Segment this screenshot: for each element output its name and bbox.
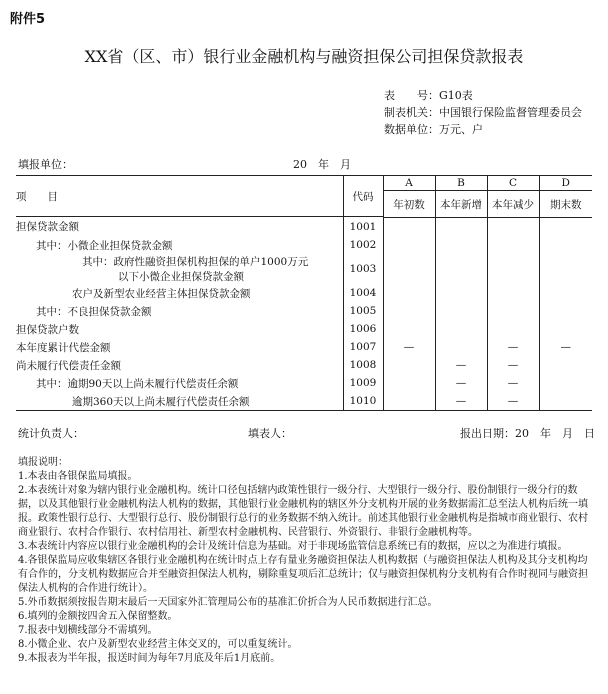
note-item: 5.外币数据须按报告期末最后一天国家外汇管理局公布的基准汇价折合为人民币数据进行汇总。 [18, 597, 438, 608]
col-letter-b: B [435, 176, 487, 191]
row-value-cell [435, 302, 487, 320]
note-item: 7.报表中划横线部分不需填列。 [18, 625, 158, 636]
row-value-cell [383, 392, 435, 411]
filling-period: 20 年 月 [293, 158, 351, 171]
row-value-cell: — [487, 392, 539, 411]
row-value-cell [539, 254, 592, 284]
table-row [16, 236, 592, 254]
row-value-cell [487, 236, 539, 254]
row-code: 1005 [343, 302, 383, 320]
data-unit: 数据单位：万元、户 [384, 123, 483, 136]
table-row [16, 338, 592, 356]
row-code: 1001 [343, 218, 383, 237]
row-code: 1003 [343, 254, 383, 284]
row-code: 1007 [343, 338, 383, 356]
row-value-cell [539, 284, 592, 302]
row-item-label: 其中：小微企业担保贷款金额 [36, 239, 173, 252]
row-value-cell [435, 236, 487, 254]
header-divider [16, 216, 383, 217]
row-value-cell [487, 284, 539, 302]
filler-label: 填表人： [248, 427, 292, 440]
row-value-cell [539, 218, 592, 237]
row-value-cell [539, 392, 592, 411]
row-value-cell [435, 254, 487, 284]
row-value-cell [539, 236, 592, 254]
item-header: 项 目 [16, 176, 343, 218]
note-item: 2.本表统计对象为辖内银行业金融机构。统计口径包括辖内政策性银行一级分行、大型银行一级分行、股份制银行一级分行的数据，以及其他银行业金融机构法人机构的数据，其他银行业金融机构的辖区外分支机构开展的业务数据需汇总至法人机构后统一填报。政策性银行总行、大型银行总行、股份制银行总行的业务数据不纳入统计。前述其他银行业金融机构是指城市商业银行、农村商业银行、农村合作银行、农村信用社、新型农村金融机构、民营银行、外资银行、非银行金融机构等。 [18, 485, 588, 538]
row-code: 1009 [343, 374, 383, 392]
code-header: 代码 [343, 176, 383, 218]
row-item-label: 担保贷款户数 [16, 323, 79, 336]
stat-head-label: 统计负责人： [18, 427, 84, 440]
table-row [16, 284, 592, 302]
row-value-cell [383, 320, 435, 338]
row-value-cell [383, 284, 435, 302]
row-value-cell [539, 320, 592, 338]
row-value-cell [539, 356, 592, 374]
row-value-cell: — [487, 374, 539, 392]
row-value-cell: — [487, 338, 539, 356]
row-value-cell: — [487, 356, 539, 374]
notes-heading: 填报说明： [18, 457, 68, 468]
row-value-cell [383, 236, 435, 254]
col-name-opening: 年初数 [383, 191, 435, 218]
row-value-cell [383, 374, 435, 392]
report-title: XX省（区、市）银行业金融机构与融资担保公司担保贷款报表 [84, 47, 524, 66]
row-code: 1010 [343, 392, 383, 411]
col-letter-a: A [383, 176, 435, 191]
report-date-label: 报出日期：20 年 月 日 [460, 427, 595, 440]
row-value-cell: — [435, 392, 487, 411]
col-letter-d: D [539, 176, 592, 191]
row-item-label: 其中：不良担保贷款金额 [36, 305, 152, 318]
row-item-label: 逾期360天以上尚未履行代偿责任余额 [16, 392, 343, 411]
row-value-cell [383, 302, 435, 320]
row-item-label: 尚未履行代偿责任金额 [16, 359, 121, 372]
col-letter-c: C [487, 176, 539, 191]
row-code: 1002 [343, 236, 383, 254]
row-value-cell [435, 320, 487, 338]
row-value-cell: — [383, 338, 435, 356]
row-value-cell [487, 218, 539, 237]
row-value-cell [435, 284, 487, 302]
row-value-cell: — [435, 356, 487, 374]
table-row [16, 218, 592, 237]
note-item: 1.本表由各银保监局填报。 [18, 471, 138, 482]
row-item-label: 担保贷款金额 [16, 221, 79, 234]
row-item-label: 本年度累计代偿金额 [16, 341, 111, 354]
col-name-new: 本年新增 [435, 191, 487, 218]
row-value-cell [487, 254, 539, 284]
table-row [16, 302, 592, 320]
row-value-cell: — [435, 374, 487, 392]
note-item: 6.填列的金额按四舍五入保留整数。 [18, 611, 178, 622]
row-item-label: 其中：逾期90天以上尚未履行代偿责任余额 [36, 377, 239, 390]
note-item: 4.各银保监局应收集辖区各银行业金融机构在统计时点上存有量业务融资担保法人机构数据（与融资担保法人机构及其分支机构均有合作的，分支机构数据应合并至融资担保法人机构，剔除重复项后汇总统计；仅与融资担保机构分支机构有合作时视同与融资担保法人机构的合作进行统计）。 [18, 555, 588, 594]
col-name-closing: 期末数 [539, 191, 592, 218]
table-row [16, 392, 592, 411]
row-value-cell: — [539, 338, 592, 356]
note-item: 3.本表统计内容应以银行业金融机构的会计及统计信息为基础。对于非现场监管信息系统已有的数据，应以之为准进行填报。 [18, 541, 568, 552]
row-code: 1008 [343, 356, 383, 374]
filling-unit-label: 填报单位： [18, 158, 73, 171]
row-value-cell [383, 254, 435, 284]
note-item: 9.本报表为半年报，报送时间为每年7月底及年后1月底前。 [18, 653, 281, 664]
row-value-cell [435, 218, 487, 237]
row-value-cell [435, 338, 487, 356]
row-code: 1004 [343, 284, 383, 302]
row-item-label: 其中：政府性融资担保机构担保的单户1000万元 以下小微企业担保贷款金额 [82, 256, 309, 283]
note-item: 8.小微企业、农户及新型农业经营主体交叉的，可以重复统计。 [18, 639, 298, 650]
table-row [16, 320, 592, 338]
table-row [16, 356, 592, 374]
row-value-cell [383, 218, 435, 237]
col-name-decrease: 本年减少 [487, 191, 539, 218]
row-value-cell [539, 374, 592, 392]
row-value-cell [487, 302, 539, 320]
form-number: 表 号：G10表 [384, 89, 473, 102]
row-value-cell [383, 356, 435, 374]
attachment-label: 附件5 [10, 12, 46, 27]
table-row [16, 374, 592, 392]
row-value-cell [539, 302, 592, 320]
report-table [16, 175, 592, 411]
row-item-label: 农户及新型农业经营主体担保贷款金额 [72, 287, 251, 300]
issuing-authority: 制表机关：中国银行保险监督管理委员会 [384, 106, 582, 119]
table-row [16, 254, 592, 284]
row-value-cell [487, 320, 539, 338]
filling-notes [18, 456, 594, 666]
row-code: 1006 [343, 320, 383, 338]
